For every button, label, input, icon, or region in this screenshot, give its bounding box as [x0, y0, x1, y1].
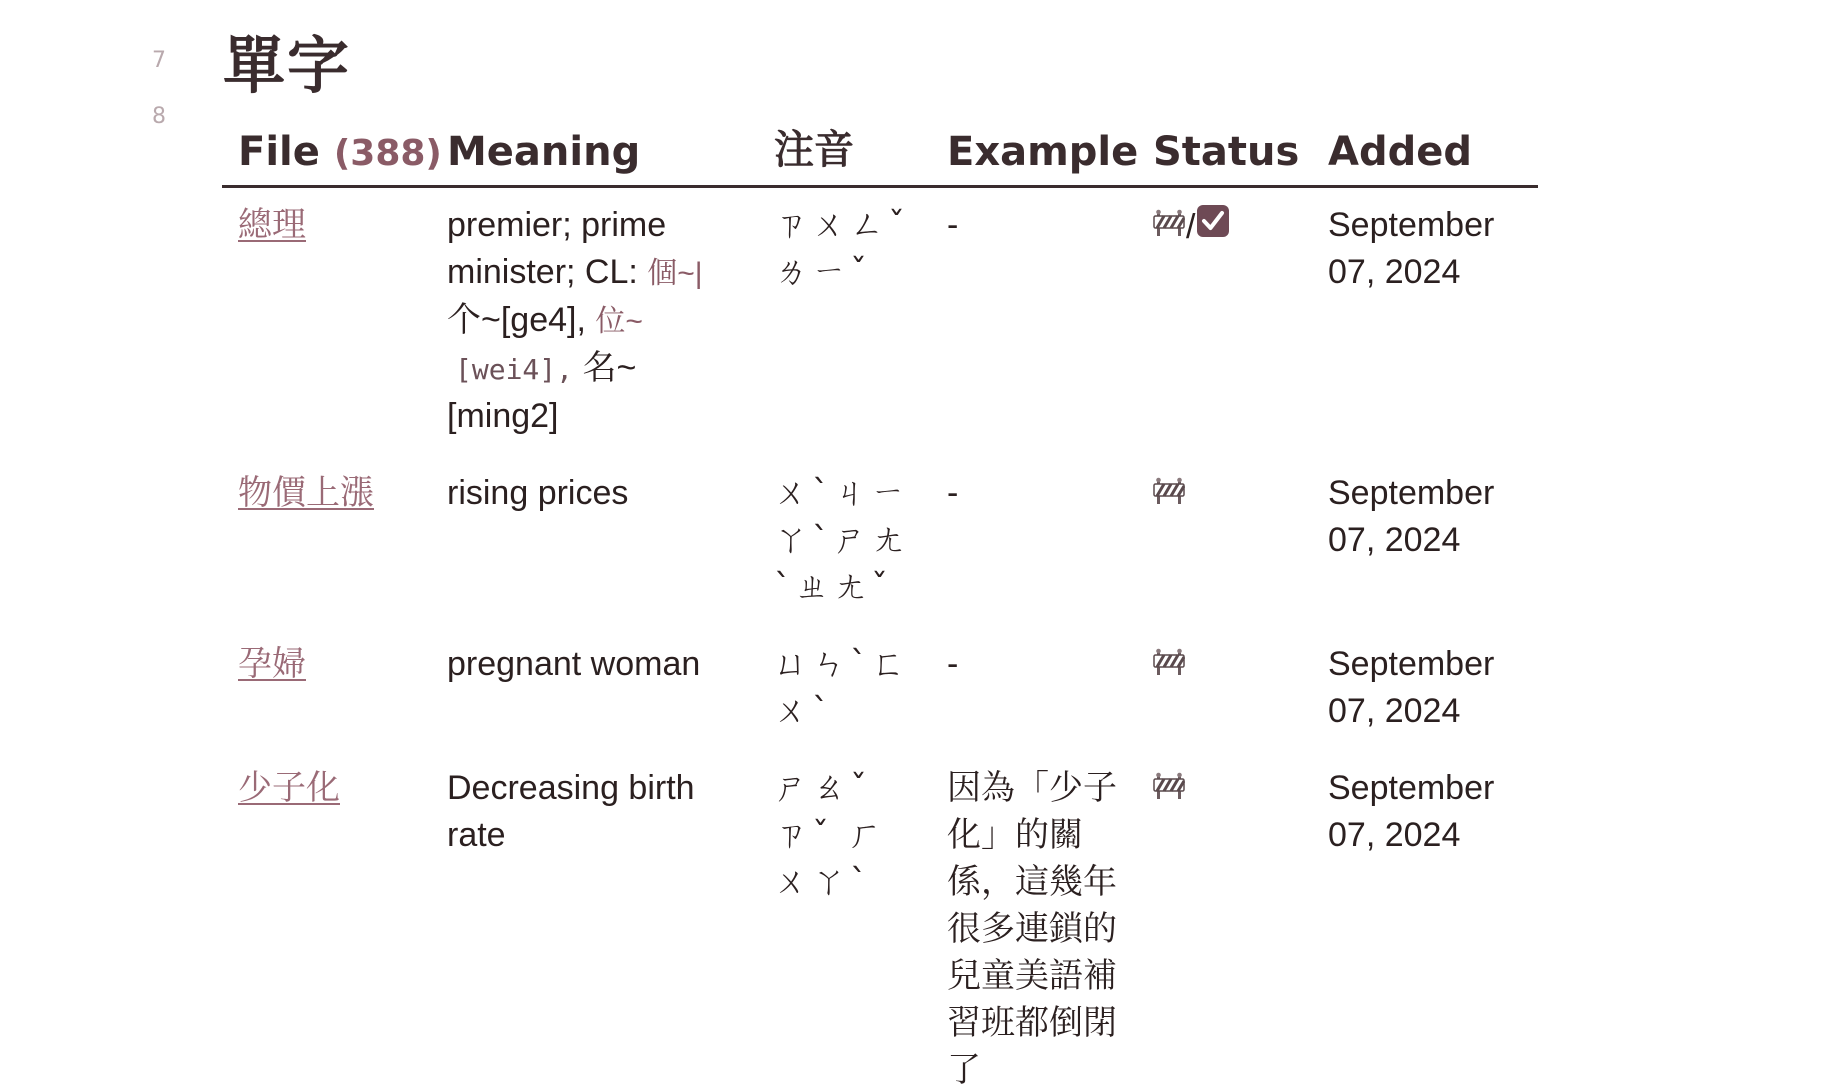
added-cell: September 07, 2024	[1328, 645, 1495, 730]
line-number-7: 7	[152, 48, 166, 73]
status-cell	[1137, 456, 1312, 627]
construction-icon	[1153, 472, 1185, 519]
column-header-status[interactable]: Status	[1137, 112, 1312, 187]
file-cell	[222, 187, 431, 457]
file-count: (388)	[333, 133, 442, 174]
line-number-8: 8	[152, 104, 166, 129]
meaning-cell: rising prices	[447, 474, 629, 512]
zhuyin-cell: ㄩㄣˋㄈㄨˋ	[774, 644, 909, 731]
added-cell: September 07, 2024	[1328, 474, 1495, 559]
zhuyin-cell: ㄨˋㄐㄧㄚˋㄕㄤˋㄓㄤˇ	[774, 473, 909, 607]
table-row	[222, 751, 1538, 1092]
meaning-text-2: 个~[ge4],	[447, 301, 596, 339]
example-cell: -	[947, 206, 959, 244]
file-link[interactable]: 少子化	[238, 768, 340, 808]
column-header-file-label: File	[238, 129, 320, 175]
file-cell	[222, 627, 431, 751]
status-cell	[1137, 751, 1312, 1092]
table-header-row	[222, 112, 1538, 187]
meaning-classifier-2: 位~	[595, 305, 643, 338]
meaning-text-3: 名~[ming2]	[447, 349, 637, 435]
file-link[interactable]: 物價上漲	[238, 473, 374, 513]
meaning-cell: Decreasing birth rate	[447, 769, 695, 854]
added-cell: September 07, 2024	[1328, 769, 1495, 854]
check-box-icon	[1196, 204, 1230, 251]
example-cell: -	[947, 474, 959, 512]
construction-icon	[1153, 204, 1185, 251]
meaning-classifier: 個~|	[647, 257, 703, 290]
meaning-cell: pregnant woman	[447, 645, 701, 683]
file-cell	[222, 456, 431, 627]
example-cell: 因為「少子化」的關係，這幾年很多連鎖的兒童美語補習班都倒閉了	[947, 768, 1117, 1090]
construction-icon	[1153, 767, 1185, 814]
column-header-meaning[interactable]: Meaning	[431, 112, 758, 187]
status-separator: /	[1186, 207, 1196, 246]
meaning-pinyin-code: [wei4],	[455, 353, 574, 386]
table-row	[222, 627, 1538, 751]
added-cell: September 07, 2024	[1328, 206, 1495, 291]
meaning-cell	[431, 187, 758, 457]
column-header-zhuyin[interactable]: 注音	[758, 112, 931, 187]
status-cell	[1137, 187, 1312, 457]
page-title: 單字	[223, 29, 352, 102]
table-row	[222, 187, 1538, 457]
meaning-text: premier; prime minister; CL:	[447, 206, 667, 291]
zhuyin-cell: ㄕㄠˇ ㄗˇ ㄏㄨㄚˋ	[774, 768, 886, 902]
zhuyin-cell: ㄗㄨㄥˇ ㄌㄧˇ	[774, 205, 909, 292]
file-link[interactable]: 總理	[238, 205, 306, 245]
column-header-example[interactable]: Example	[931, 112, 1137, 187]
column-header-file[interactable]	[222, 112, 442, 187]
status-cell	[1137, 627, 1312, 751]
column-header-added[interactable]: Added	[1312, 112, 1538, 187]
construction-icon	[1153, 643, 1185, 690]
file-cell	[222, 751, 431, 1092]
vocabulary-table	[222, 112, 1538, 1092]
table-row	[222, 456, 1538, 627]
example-cell: -	[947, 645, 959, 683]
file-link[interactable]: 孕婦	[238, 644, 306, 684]
